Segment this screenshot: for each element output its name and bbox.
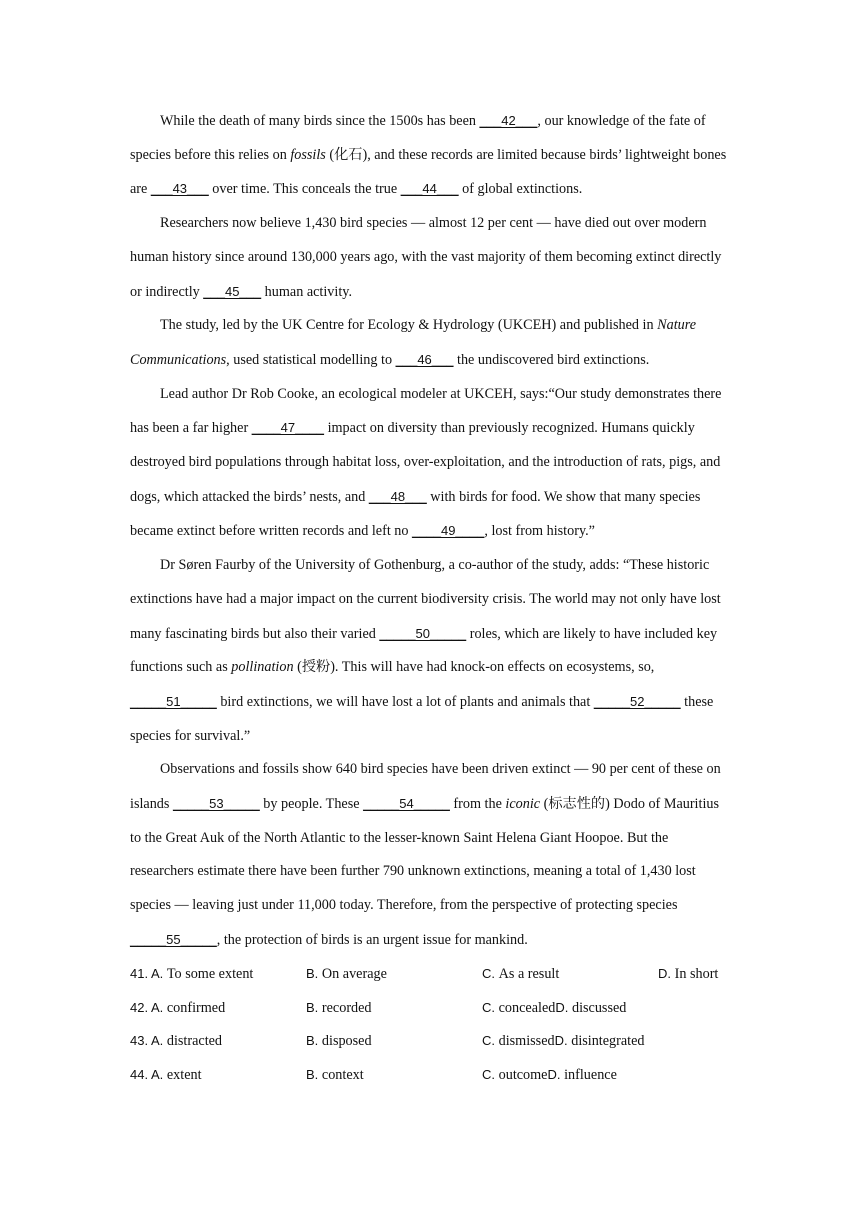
option-a: [130, 1024, 222, 1059]
option-letter: D.: [658, 966, 675, 982]
option-row-43: [130, 1025, 730, 1059]
option-text: disintegrated: [571, 1033, 645, 1050]
option-letter: C.: [482, 1067, 499, 1083]
blank-50: _____50_____: [379, 625, 467, 641]
option-letter: B.: [306, 966, 322, 982]
question-number: 43. A.: [130, 1033, 167, 1049]
option-letter: C.: [482, 999, 499, 1015]
blank-51: _____51_____: [130, 693, 217, 709]
option-text: influence: [564, 1067, 617, 1084]
answer-options: [130, 958, 730, 1093]
option-text: extent: [166, 1067, 202, 1084]
option-text: disposed: [321, 1033, 372, 1050]
blank-52: _____52_____: [593, 693, 681, 709]
option-letter: D.: [555, 999, 572, 1015]
option-text: As a result: [498, 966, 560, 983]
text: these species for survival.”: [130, 693, 714, 744]
text: , the protection of birds is an urgent issue for mankind.: [216, 931, 528, 948]
option-c-d: [482, 1058, 617, 1093]
text: Dr Søren Faurby of the University of Gothenburg, a co-author of the study, adds: “These historic extinctions have had a major impact on the current biodiversity crisis. The world may not only have lost many fascinating birds but also their varied: [130, 557, 721, 642]
blank-43: ___43___: [150, 181, 209, 197]
text: (标志性的) Dodo of Mauritius to the Great Auk of the North Atlantic to the lesser-known Saint Helena Giant Hoopoe. But the researchers estimate there have been further 790 unknown extinctions, meaning a total of 1,430 lost species — leaving just under 11,000 today. Therefore, from the perspective of protecting species: [130, 796, 719, 914]
blank-54: _____54_____: [363, 796, 450, 812]
text: impact on diversity than previously recognized. Humans quickly destroyed bird populations through habitat loss, over-exploitation, and the introduction of rats, pigs, and dogs, which attacked the birds’ nests, and: [130, 420, 721, 505]
text: with birds for food. We show that many species became extinct before written records and left no: [130, 488, 701, 540]
option-letter: D.: [547, 1067, 565, 1083]
option-letter: B.: [306, 999, 322, 1015]
option-a: [130, 991, 225, 1026]
text: bird extinctions, we will have lost a lot of plants and animals that: [216, 693, 594, 710]
option-text: In short: [674, 966, 719, 983]
blank-44: ___44___: [400, 181, 459, 197]
option-letter: D.: [554, 1033, 572, 1049]
paragraph-6: [130, 753, 730, 957]
option-text: outcome: [498, 1067, 548, 1084]
italic-term: iconic: [505, 796, 541, 813]
question-number: 41. A.: [130, 966, 167, 982]
italic-term: fossils: [290, 146, 326, 163]
text: While the death of many birds since the 1500s has been: [160, 113, 480, 129]
blank-45: ___45___: [203, 283, 262, 299]
text: over time. This conceals the true: [208, 181, 401, 198]
blank-47: ____47____: [251, 420, 325, 436]
option-row-42: [130, 991, 730, 1025]
text: (授粉). This will have had knock-on effects on ecosystems, so,: [293, 659, 655, 676]
question-number: 42. A.: [130, 999, 167, 1015]
option-text: discussed: [571, 999, 627, 1016]
option-letter: B.: [306, 1067, 322, 1083]
blank-42: ___42___: [479, 113, 538, 128]
blank-53: _____53_____: [172, 796, 260, 812]
text: , our knowledge of the fate of species before this relies on: [130, 113, 706, 163]
journal-name: Nature Communications: [130, 317, 697, 368]
option-text: distracted: [166, 1033, 223, 1050]
text: of global extinctions.: [458, 181, 583, 198]
text: human activity.: [261, 283, 353, 300]
option-row-41: [130, 958, 730, 992]
option-row-44: [130, 1059, 730, 1093]
text: roles, which are likely to have included key functions such as: [130, 625, 718, 676]
option-text: context: [321, 1067, 364, 1084]
paragraph-1: [130, 104, 730, 207]
option-letter: B.: [306, 1033, 322, 1049]
text: from the: [449, 796, 506, 813]
option-b: [306, 991, 372, 1026]
text: (化石), and these records are limited because birds’ lightweight bones are: [130, 146, 727, 198]
blank-46: ___46___: [395, 351, 454, 367]
document-page: [130, 104, 730, 1092]
paragraph-4: [130, 378, 730, 550]
option-text: dismissed: [498, 1033, 555, 1050]
text: , lost from history.”: [484, 523, 595, 540]
option-text: confirmed: [166, 999, 226, 1016]
blank-55: _____55_____: [130, 931, 217, 947]
paragraph-2: [130, 207, 730, 309]
option-c-d: [482, 1024, 645, 1059]
paragraph-5: [130, 549, 730, 753]
option-letter: C.: [482, 1033, 499, 1049]
option-text: concealed: [498, 999, 556, 1016]
option-text: recorded: [321, 999, 372, 1016]
text: by people. These: [259, 796, 364, 813]
option-c: [482, 957, 559, 992]
paragraph-3: [130, 309, 730, 377]
option-b: [306, 957, 387, 992]
text: the undiscovered bird extinctions.: [453, 351, 650, 368]
text: The study, led by the UK Centre for Ecology & Hydrology (UKCEH) and published in: [160, 317, 658, 334]
text: Researchers now believe 1,430 bird species — almost 12 per cent — have died out over modern human history since around 130,000 years ago, with the vast majority of them becoming extinct directly or indirectly: [130, 215, 722, 300]
option-b: [306, 1024, 372, 1059]
option-d: [658, 957, 718, 992]
text: Lead author Dr Rob Cooke, an ecological modeler at UKCEH, says:“Our study demonstrates there has been a far higher: [130, 385, 722, 437]
blank-49: ____49____: [412, 523, 485, 539]
question-number: 44. A.: [130, 1067, 167, 1083]
option-c-d: [482, 991, 626, 1026]
option-text: To some extent: [166, 966, 254, 983]
option-b: [306, 1058, 364, 1093]
option-text: On average: [321, 966, 387, 983]
italic-term: pollination: [231, 659, 294, 676]
option-a: [130, 957, 253, 992]
blank-48: ___48___: [368, 488, 427, 504]
text: Observations and fossils show 640 bird species have been driven extinct — 90 per cent of these on islands: [130, 761, 721, 813]
option-a: [130, 1058, 202, 1093]
text: , used statistical modelling to: [226, 351, 396, 368]
option-letter: C.: [482, 966, 499, 982]
